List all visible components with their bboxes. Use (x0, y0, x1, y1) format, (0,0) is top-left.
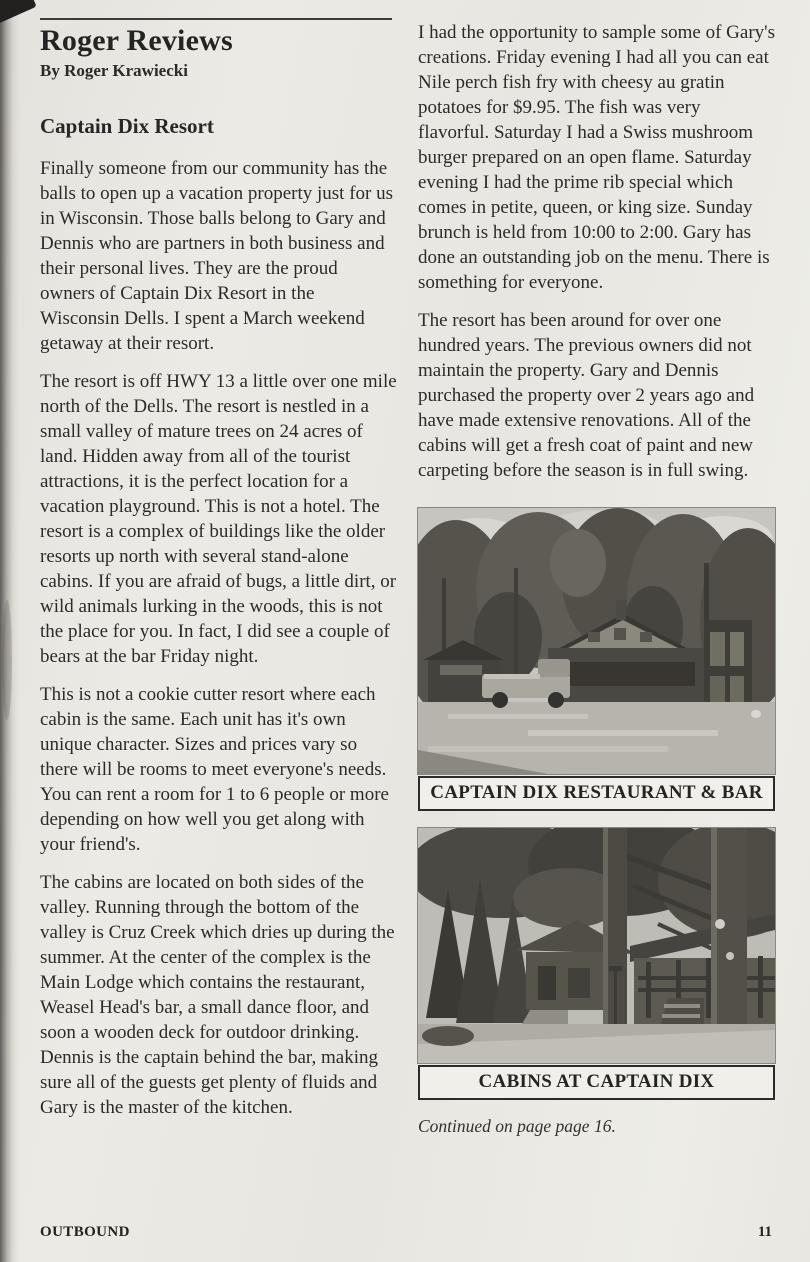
left-column (40, 18, 397, 1133)
paragraph: This is not a cookie cutter resort where each cabin is the same. Each unit has it's own unique character. Sizes and prices vary so there will be rooms to meet everyone's needs. You can rent a room for 1 to 6 people or more depending on how well you get along with your friend's. (40, 684, 389, 855)
header-rule (40, 18, 392, 20)
restaurant-photo-figure (418, 508, 775, 811)
section-heading: Captain Dix Resort (40, 114, 214, 138)
cabins-photo-figure (418, 828, 775, 1100)
paragraph: Finally someone from our community has the balls to open up a vacation property just for us in Wisconsin. Those balls belong to Gary and Dennis who are partners in both business and their personal lives. They are the proud owners of Captain Dix Resort in the Wisconsin Dells. I spent a March weekend getaway at their resort. (40, 158, 394, 354)
photo-caption: CAPTAIN DIX RESTAURANT & BAR (418, 776, 775, 811)
continued-note: Continued on page page 16. (418, 1116, 616, 1136)
footer-magazine-name: OUTBOUND (40, 1224, 130, 1240)
restaurant-photo (418, 508, 775, 774)
scan-fold-smudge (2, 600, 12, 720)
page-title: Roger Reviews (40, 24, 233, 57)
paragraph: The resort is off HWY 13 a little over one mile north of the Dells. The resort is nestled in a small valley of mature trees on 24 acres of land. Hidden away from all of the tourist attractions, it is the perfect location for a vacation playground. This is not a hotel. The resort is a complex of buildings like the older resorts up north with several stand-alone cabins. If you are afraid of bugs, a little dirt, or wild animals lurking in the woods, this is not the place for you. In fact, I did see a couple of bears at the bar Friday night. (40, 371, 397, 667)
paragraph: The cabins are located on both sides of the valley. Running through the bottom of the valley is Cruz Creek which dries up during the summer. At the center of the complex is the Main Lodge which contains the restaurant, Weasel Head's bar, a small dance floor, and soon a wooden deck for outdoor drinking. Dennis is the captain behind the bar, making sure all of the guests get plenty of fluids and Gary is the master of the kitchen. (40, 872, 395, 1118)
paragraph: I had the opportunity to sample some of Gary's creations. Friday evening I had all you can eat Nile perch fish fry with cheesy au gratin potatoes for $9.95. The fish was very flavorful. Saturday I had a Swiss mushroom burger prepared on an open flame. Saturday evening I had the prime rib special which comes in petite, queen, or king size. Sunday brunch is held from 10:00 to 2:00. Gary has done an outstanding job on the menu. There is something for everyone. (418, 22, 775, 293)
cabins-photo (418, 828, 775, 1063)
byline: By Roger Krawiecki (40, 61, 188, 80)
photo-caption: CABINS AT CAPTAIN DIX (418, 1065, 775, 1100)
footer-page-number: 11 (757, 1224, 772, 1240)
right-column (418, 18, 775, 1137)
paragraph: The resort has been around for over one hundred years. The previous owners did not maintain the property. Gary and Dennis purchased the property over 2 years ago and have made extensive renovations. All of the cabins will get a fresh coat of paint and new carpeting before the season is in full swing. (418, 310, 755, 481)
